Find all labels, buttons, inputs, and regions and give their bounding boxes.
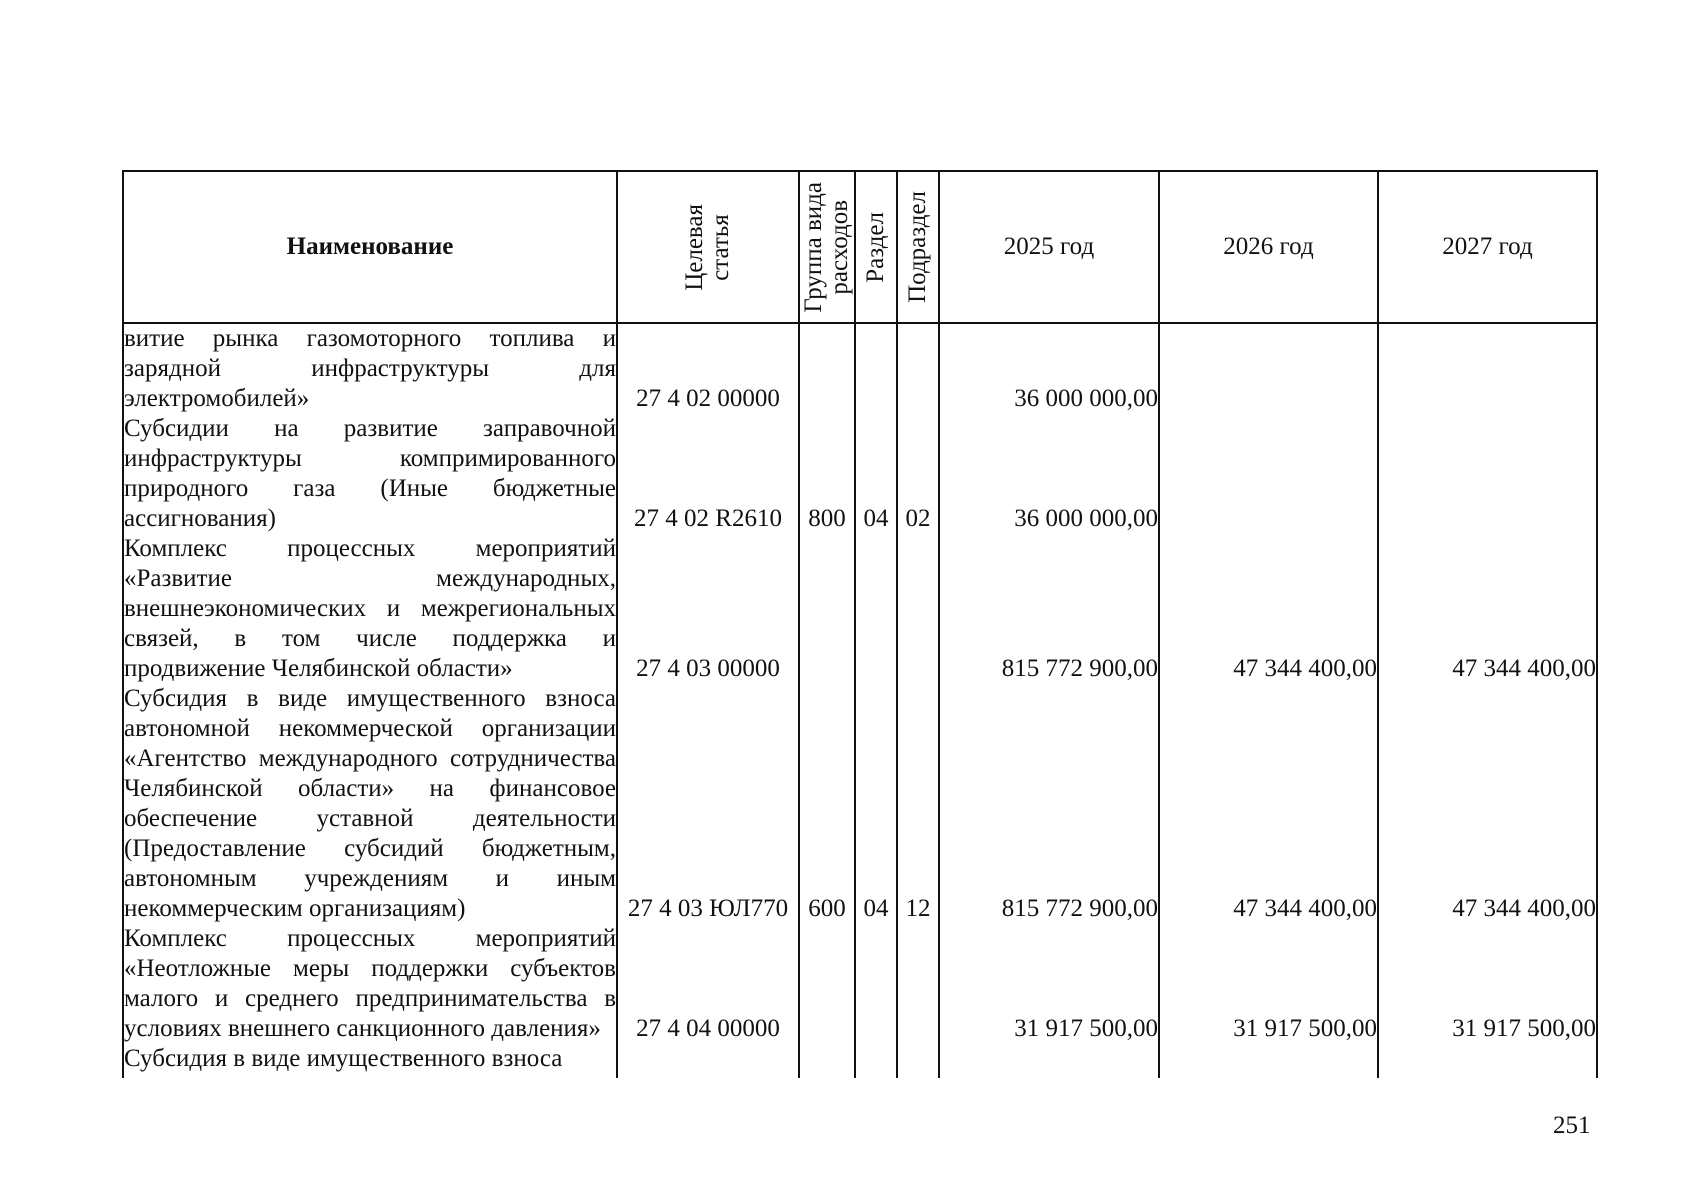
row-section [855, 924, 897, 1044]
row-subsection [897, 323, 939, 414]
header-subsection: Подраздел [897, 171, 939, 323]
row-amount-2026 [1159, 1044, 1378, 1078]
row-amount-2027: 47 344 400,00 [1378, 684, 1597, 924]
row-amount-2027 [1378, 323, 1597, 414]
row-code [617, 1044, 799, 1078]
row-code: 27 4 02 R2610 [617, 414, 799, 534]
row-name: Субсидия в виде имущественного взноса автономной некоммерческой организации «Агентство международного сотрудничества Челябинской области» на финансовое обеспечение уставной деятельности (Предоставление субсидий бюджетным, автономным учреждениям и иным некоммерческим организациям) [124, 685, 616, 922]
row-subsection: 02 [897, 414, 939, 534]
row-subsection [897, 534, 939, 684]
row-group: 600 [799, 684, 855, 924]
row-code: 27 4 02 00000 [617, 323, 799, 414]
row-amount-2025: 36 000 000,00 [939, 323, 1159, 414]
row-section: 04 [855, 414, 897, 534]
header-year-2027: 2027 год [1378, 171, 1597, 323]
row-section [855, 534, 897, 684]
budget-table-container [122, 170, 1597, 1088]
page-number: 251 [1553, 1112, 1591, 1139]
table-row [123, 684, 1597, 924]
header-target-article: Целевая статья [617, 171, 799, 323]
header-section: Раздел [855, 171, 897, 323]
table-row [123, 924, 1597, 1044]
row-code: 27 4 04 00000 [617, 924, 799, 1044]
row-group [799, 1044, 855, 1078]
row-code: 27 4 03 00000 [617, 534, 799, 684]
row-section [855, 1044, 897, 1078]
table-row [123, 1044, 1597, 1078]
row-group: 800 [799, 414, 855, 534]
row-name: витие рынка газомоторного топлива и зарядной инфраструктуры для электромобилей» [124, 325, 616, 412]
row-code: 27 4 03 ЮЛ770 [617, 684, 799, 924]
table-row [123, 534, 1597, 684]
row-amount-2025: 36 000 000,00 [939, 414, 1159, 534]
table-row [123, 323, 1597, 414]
table-row [123, 414, 1597, 534]
row-name: Субсидии на развитие заправочной инфраструктуры компримированного природного газа (Иные бюджетные ассигнования) [124, 415, 616, 532]
row-amount-2026 [1159, 323, 1378, 414]
row-group [799, 323, 855, 414]
row-section: 04 [855, 684, 897, 924]
row-amount-2025: 815 772 900,00 [939, 684, 1159, 924]
row-amount-2026 [1159, 414, 1378, 534]
row-amount-2025 [939, 1044, 1159, 1078]
row-amount-2027 [1378, 414, 1597, 534]
header-expense-group: Группа вида расходов [799, 171, 855, 323]
row-subsection: 12 [897, 684, 939, 924]
row-name: Субсидия в виде имущественного взноса [123, 1044, 617, 1078]
budget-table [122, 170, 1598, 1078]
row-subsection [897, 1044, 939, 1078]
row-name: Комплекс процессных мероприятий «Неотложные меры поддержки субъектов малого и среднего предпринимательства в условиях внешнего санкционного давления» [124, 925, 616, 1042]
row-amount-2027: 31 917 500,00 [1378, 924, 1597, 1044]
table-header-row [123, 171, 1597, 323]
row-amount-2025: 815 772 900,00 [939, 534, 1159, 684]
row-amount-2025: 31 917 500,00 [939, 924, 1159, 1044]
row-subsection [897, 924, 939, 1044]
header-year-2025: 2025 год [939, 171, 1159, 323]
row-amount-2027 [1378, 1044, 1597, 1078]
row-amount-2027: 47 344 400,00 [1378, 534, 1597, 684]
header-year-2026: 2026 год [1159, 171, 1378, 323]
row-name: Комплекс процессных мероприятий «Развитие международных, внешнеэкономических и межрегиональных связей, в том числе поддержка и продвижение Челябинской области» [124, 535, 616, 682]
row-section [855, 323, 897, 414]
row-group [799, 924, 855, 1044]
row-amount-2026: 31 917 500,00 [1159, 924, 1378, 1044]
header-name: Наименование [123, 171, 617, 323]
row-amount-2026: 47 344 400,00 [1159, 684, 1378, 924]
row-group [799, 534, 855, 684]
row-amount-2026: 47 344 400,00 [1159, 534, 1378, 684]
